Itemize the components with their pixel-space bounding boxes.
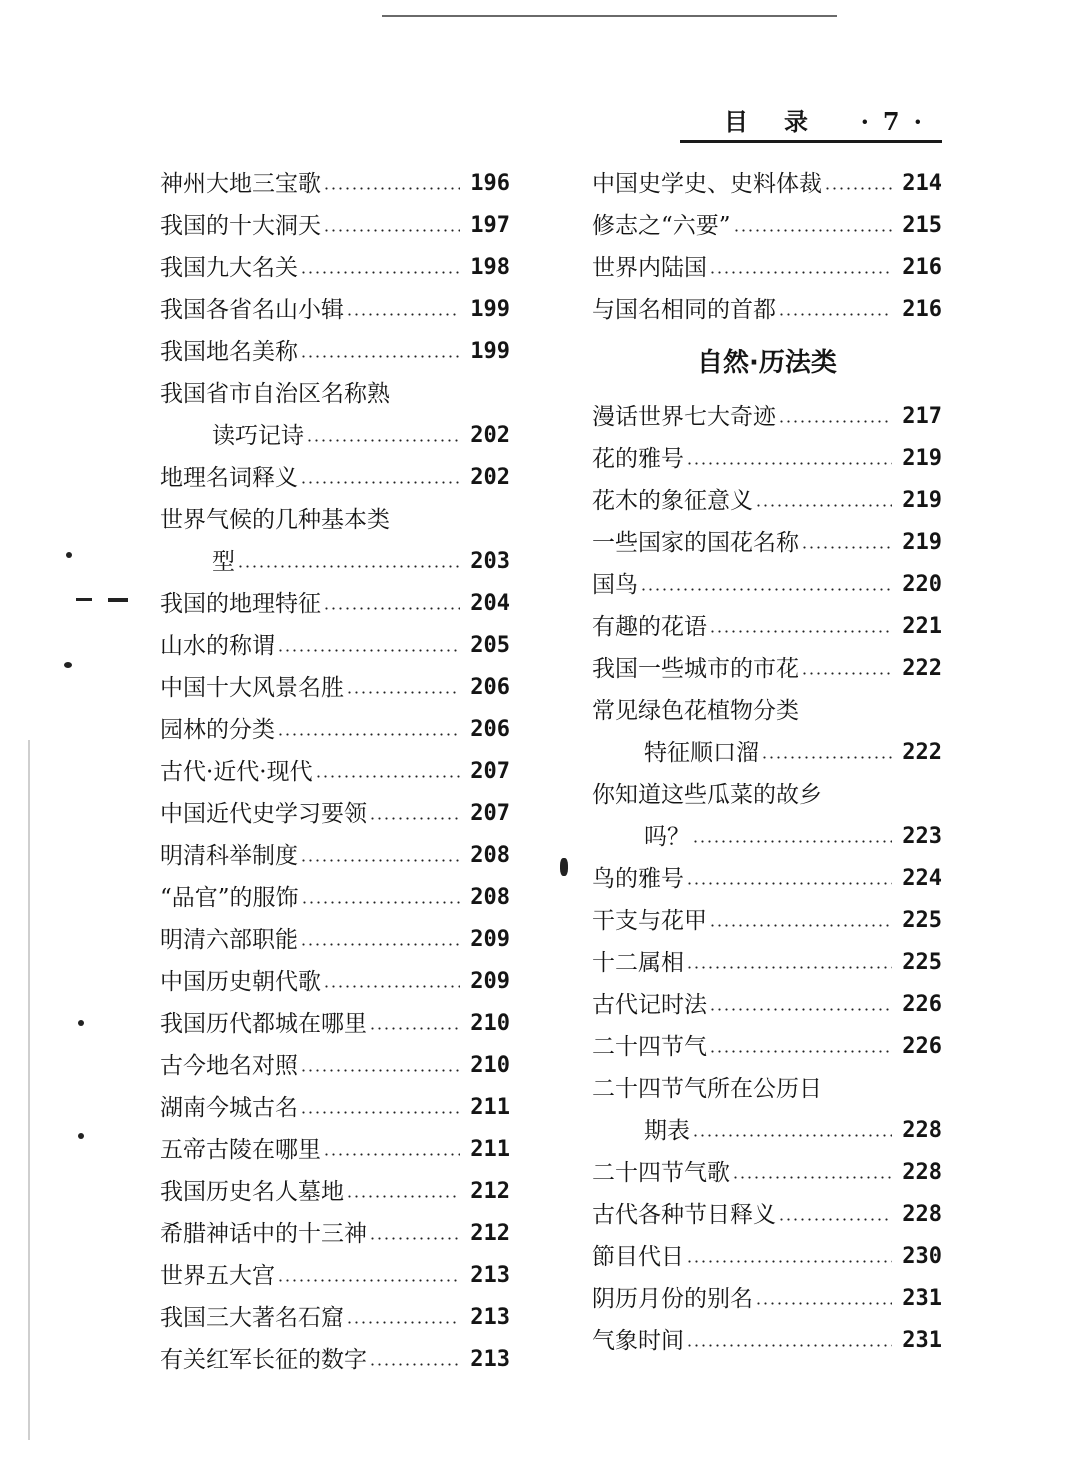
toc-entry-title: 一些国家的国花名称 xyxy=(592,530,799,556)
toc-entry-page-number: 225 xyxy=(902,950,942,975)
toc-entry-title: 神州大地三宝歌 xyxy=(160,171,321,197)
toc-entry xyxy=(592,1278,942,1320)
toc-entry-title: 花木的象征意义 xyxy=(592,488,753,514)
section-heading: 自然·历法类 xyxy=(697,348,837,378)
toc-entry-page-number: 231 xyxy=(902,1328,942,1353)
toc-entry xyxy=(160,751,510,793)
toc-dot-leader xyxy=(369,1237,460,1240)
toc-entry-title: 阴历月份的别名 xyxy=(592,1286,753,1312)
toc-dot-leader xyxy=(709,1050,892,1053)
toc-entry xyxy=(160,1339,510,1381)
toc-entry-title: 读巧记诗 xyxy=(212,423,304,449)
toc-entry-title: 古代记时法 xyxy=(592,992,707,1018)
toc-entry-title: 二十四节气 xyxy=(592,1034,707,1060)
toc-entry xyxy=(592,564,942,606)
toc-entry-title: 明清科举制度 xyxy=(160,843,298,869)
toc-entry-title: 园林的分类 xyxy=(160,717,275,743)
toc-entry xyxy=(592,438,942,480)
toc-entry-title: 与国名相同的首都 xyxy=(592,297,776,323)
toc-dot-leader xyxy=(277,649,460,652)
toc-entry-title: 我国的地理特征 xyxy=(160,591,321,617)
toc-entry-page-number: 199 xyxy=(470,297,510,322)
toc-entry xyxy=(592,732,942,774)
toc-entry-title: 漫话世界七大奇迹 xyxy=(592,404,776,430)
toc-entry xyxy=(592,816,942,858)
toc-entry-title: 我国省市自治区名称熟 xyxy=(160,381,390,407)
toc-entry-title: 世界五大宫 xyxy=(160,1263,275,1289)
toc-entry-title: 十二属相 xyxy=(592,950,684,976)
toc-dot-leader xyxy=(801,672,892,675)
toc-entry-page-number: 216 xyxy=(902,255,942,280)
toc-entry-page-number: 230 xyxy=(902,1244,942,1269)
toc-dot-leader xyxy=(237,565,460,568)
toc-entry-title: 我国历史名人墓地 xyxy=(160,1179,344,1205)
toc-dot-leader xyxy=(300,1069,460,1072)
toc-entry-page-number: 207 xyxy=(470,759,510,784)
toc-entry-title: 中国近代史学习要领 xyxy=(160,801,367,827)
toc-entry-page-number: 216 xyxy=(902,297,942,322)
toc-entry-page-number: 203 xyxy=(470,549,510,574)
toc-entry-page-number: 220 xyxy=(902,572,942,597)
toc-entry xyxy=(592,774,942,816)
running-head-page-number: ·7· xyxy=(860,107,936,136)
toc-entry-page-number: 208 xyxy=(470,843,510,868)
toc-dot-leader xyxy=(369,1027,460,1030)
toc-entry xyxy=(592,1236,942,1278)
toc-entry-page-number: 205 xyxy=(470,633,510,658)
toc-entry-title: 我国三大著名石窟 xyxy=(160,1305,344,1331)
toc-dot-leader xyxy=(778,1218,892,1221)
scan-speck xyxy=(78,1133,84,1139)
toc-dot-leader xyxy=(709,1008,892,1011)
toc-entry xyxy=(160,625,510,667)
toc-entry-title: 世界气候的几种基本类 xyxy=(160,507,390,533)
toc-entry-page-number: 226 xyxy=(902,992,942,1017)
toc-entry-title: 鸟的雅号 xyxy=(592,866,684,892)
toc-entry-page-number: 213 xyxy=(470,1347,510,1372)
toc-entry-title: 古代·近代·现代 xyxy=(160,759,313,785)
toc-entry-title: 湖南今城古名 xyxy=(160,1095,298,1121)
toc-dot-leader xyxy=(300,355,460,358)
toc-entry xyxy=(160,1297,510,1339)
toc-entry xyxy=(592,606,942,648)
toc-entry-title: 我国各省名山小辑 xyxy=(160,297,344,323)
toc-entry-title: 有关红军长征的数字 xyxy=(160,1347,367,1373)
toc-dot-leader xyxy=(761,756,892,759)
toc-entry-page-number: 226 xyxy=(902,1034,942,1059)
toc-entry-page-number: 198 xyxy=(470,255,510,280)
toc-entry-page-number: 204 xyxy=(470,591,510,616)
toc-entry-title: 二十四节气歌 xyxy=(592,1160,730,1186)
toc-entry xyxy=(160,457,510,499)
toc-entry-title: 你知道这些瓜菜的故乡 xyxy=(592,782,822,808)
toc-dot-leader xyxy=(369,1363,460,1366)
toc-entry xyxy=(160,583,510,625)
toc-entry-page-number: 221 xyxy=(902,614,942,639)
toc-entry-page-number: 224 xyxy=(902,866,942,891)
toc-entry xyxy=(160,793,510,835)
scan-speck xyxy=(76,598,92,601)
toc-entry xyxy=(160,205,510,247)
toc-dot-leader xyxy=(640,588,892,591)
toc-entry-page-number: 211 xyxy=(470,1137,510,1162)
toc-entry-page-number: 199 xyxy=(470,339,510,364)
toc-dot-leader xyxy=(692,840,892,843)
toc-entry xyxy=(592,1194,942,1236)
toc-entry xyxy=(160,1213,510,1255)
toc-dot-leader xyxy=(755,504,892,507)
toc-entry xyxy=(592,289,942,331)
toc-dot-leader xyxy=(300,859,460,862)
toc-entry xyxy=(592,163,942,205)
toc-entry xyxy=(160,961,510,1003)
toc-right-top-list xyxy=(592,163,942,331)
toc-entry-page-number: 202 xyxy=(470,465,510,490)
toc-entry-page-number: 210 xyxy=(470,1053,510,1078)
toc-right-column xyxy=(592,163,942,1362)
toc-dot-leader xyxy=(346,1195,460,1198)
toc-dot-leader xyxy=(369,817,460,820)
running-head xyxy=(680,104,942,143)
toc-entry xyxy=(160,1129,510,1171)
toc-entry-page-number: 231 xyxy=(902,1286,942,1311)
toc-entry xyxy=(592,690,942,732)
toc-entry-page-number: 211 xyxy=(470,1095,510,1120)
toc-entry-page-number: 212 xyxy=(470,1179,510,1204)
toc-entry-page-number: 197 xyxy=(470,213,510,238)
scan-speck xyxy=(64,662,72,668)
toc-entry xyxy=(160,541,510,583)
toc-entry-page-number: 217 xyxy=(902,404,942,429)
toc-entry-page-number: 213 xyxy=(470,1263,510,1288)
toc-entry xyxy=(160,835,510,877)
toc-entry-page-number: 213 xyxy=(470,1305,510,1330)
toc-entry xyxy=(592,1026,942,1068)
toc-entry xyxy=(592,942,942,984)
toc-dot-leader xyxy=(709,271,892,274)
toc-dot-leader xyxy=(755,1302,892,1305)
toc-entry xyxy=(592,984,942,1026)
toc-entry xyxy=(160,667,510,709)
toc-entry-page-number: 222 xyxy=(902,656,942,681)
toc-entry xyxy=(160,877,510,919)
toc-entry-title: 古今地名对照 xyxy=(160,1053,298,1079)
toc-entry-page-number: 228 xyxy=(902,1160,942,1185)
toc-entry-title: 明清六部职能 xyxy=(160,927,298,953)
toc-dot-leader xyxy=(323,607,460,610)
toc-entry-title: 山水的称谓 xyxy=(160,633,275,659)
toc-entry-title: 世界内陆国 xyxy=(592,255,707,281)
toc-left-column xyxy=(160,163,510,1381)
toc-dot-leader xyxy=(300,1111,460,1114)
toc-dot-leader xyxy=(709,924,892,927)
toc-entry xyxy=(592,1110,942,1152)
toc-dot-leader xyxy=(277,733,460,736)
toc-entry xyxy=(160,163,510,205)
toc-entry xyxy=(160,709,510,751)
toc-entry-title: 干支与花甲 xyxy=(592,908,707,934)
toc-dot-leader xyxy=(709,630,892,633)
toc-dot-leader xyxy=(686,966,892,969)
running-head-label: 目录 xyxy=(724,107,844,136)
toc-entry-title: 中国十大风景名胜 xyxy=(160,675,344,701)
scan-speck xyxy=(66,552,72,558)
toc-entry-title: “品官”的服饰 xyxy=(160,885,299,911)
toc-entry-title: 節目代日 xyxy=(592,1244,684,1270)
toc-entry-page-number: 209 xyxy=(470,927,510,952)
toc-entry-page-number: 228 xyxy=(902,1118,942,1143)
scan-edge-line xyxy=(28,740,30,1440)
toc-entry xyxy=(160,331,510,373)
toc-entry xyxy=(592,247,942,289)
toc-entry xyxy=(592,205,942,247)
toc-dot-leader xyxy=(315,775,461,778)
toc-entry xyxy=(592,1068,942,1110)
toc-entry-title: 国鸟 xyxy=(592,572,638,598)
toc-entry xyxy=(592,858,942,900)
toc-dot-leader xyxy=(686,462,892,465)
toc-entry-title: 我国一些城市的市花 xyxy=(592,656,799,682)
toc-entry-page-number: 219 xyxy=(902,488,942,513)
toc-dot-leader xyxy=(346,1321,460,1324)
toc-dot-leader xyxy=(686,1344,892,1347)
toc-dot-leader xyxy=(323,229,460,232)
toc-entry xyxy=(592,900,942,942)
toc-entry-page-number: 209 xyxy=(470,969,510,994)
toc-entry-title: 中国史学史、史料体裁 xyxy=(592,171,822,197)
toc-entry-title: 中国历史朝代歌 xyxy=(160,969,321,995)
toc-entry-title: 修志之“六要” xyxy=(592,213,731,239)
toc-dot-leader xyxy=(277,1279,460,1282)
toc-entry-title: 期表 xyxy=(644,1118,690,1144)
toc-dot-leader xyxy=(801,546,892,549)
toc-dot-leader xyxy=(323,187,460,190)
toc-dot-leader xyxy=(733,229,893,232)
toc-dot-leader xyxy=(300,481,460,484)
toc-entry-page-number: 208 xyxy=(470,885,510,910)
toc-entry xyxy=(160,1255,510,1297)
toc-entry-title: 花的雅号 xyxy=(592,446,684,472)
scan-speck xyxy=(108,598,128,602)
toc-dot-leader xyxy=(323,985,460,988)
toc-dot-leader xyxy=(346,691,460,694)
toc-entry-page-number: 228 xyxy=(902,1202,942,1227)
toc-entry xyxy=(160,1171,510,1213)
toc-entry-page-number: 206 xyxy=(470,717,510,742)
toc-entry-title: 特征顺口溜 xyxy=(644,740,759,766)
toc-entry-title: 有趣的花语 xyxy=(592,614,707,640)
toc-entry-title: 型 xyxy=(212,549,235,575)
toc-entry-page-number: 222 xyxy=(902,740,942,765)
toc-entry xyxy=(160,415,510,457)
toc-entry-title: 古代各种节日释义 xyxy=(592,1202,776,1228)
toc-entry-title: 我国九大名关 xyxy=(160,255,298,281)
toc-dot-leader xyxy=(300,271,460,274)
toc-entry-page-number: 207 xyxy=(470,801,510,826)
top-scan-rule xyxy=(382,15,837,17)
toc-entry-title: 我国历代都城在哪里 xyxy=(160,1011,367,1037)
toc-dot-leader xyxy=(323,1153,460,1156)
toc-entry-title: 我国地名美称 xyxy=(160,339,298,365)
toc-dot-leader xyxy=(346,313,460,316)
toc-entry xyxy=(160,499,510,541)
toc-entry-page-number: 214 xyxy=(902,171,942,196)
toc-entry xyxy=(592,396,942,438)
toc-entry-title: 二十四节气所在公历日 xyxy=(592,1076,822,1102)
toc-entry-title: 希腊神话中的十三神 xyxy=(160,1221,367,1247)
toc-dot-leader xyxy=(778,313,892,316)
toc-dot-leader xyxy=(300,943,460,946)
toc-entry xyxy=(160,1045,510,1087)
toc-entry xyxy=(160,289,510,331)
toc-entry xyxy=(160,1087,510,1129)
toc-dot-leader xyxy=(301,901,461,904)
toc-entry xyxy=(160,247,510,289)
toc-entry-page-number: 210 xyxy=(470,1011,510,1036)
toc-entry xyxy=(160,1003,510,1045)
toc-entry-page-number: 196 xyxy=(470,171,510,196)
toc-entry xyxy=(592,1152,942,1194)
toc-entry-page-number: 223 xyxy=(902,824,942,849)
toc-entry xyxy=(592,1320,942,1362)
toc-entry-page-number: 219 xyxy=(902,530,942,555)
toc-dot-leader xyxy=(732,1176,892,1179)
toc-entry xyxy=(592,648,942,690)
toc-entry-page-number: 212 xyxy=(470,1221,510,1246)
toc-dot-leader xyxy=(824,187,892,190)
toc-entry xyxy=(160,373,510,415)
toc-entry-page-number: 225 xyxy=(902,908,942,933)
toc-entry-title: 吗？ xyxy=(644,824,690,850)
toc-dot-leader xyxy=(686,1260,892,1263)
toc-entry xyxy=(592,480,942,522)
toc-entry-title: 气象时间 xyxy=(592,1328,684,1354)
toc-dot-leader xyxy=(778,420,892,423)
toc-entry-page-number: 215 xyxy=(902,213,942,238)
toc-right-bottom-list xyxy=(592,396,942,1362)
toc-entry xyxy=(592,522,942,564)
toc-dot-leader xyxy=(692,1134,892,1137)
scan-speck xyxy=(560,858,568,876)
toc-entry xyxy=(160,919,510,961)
toc-dot-leader xyxy=(686,882,892,885)
toc-entry-title: 地理名词释义 xyxy=(160,465,298,491)
toc-entry-title: 我国的十大洞天 xyxy=(160,213,321,239)
toc-entry-page-number: 219 xyxy=(902,446,942,471)
toc-dot-leader xyxy=(306,439,460,442)
toc-entry-page-number: 206 xyxy=(470,675,510,700)
toc-entry-page-number: 202 xyxy=(470,423,510,448)
toc-entry-title: 五帝古陵在哪里 xyxy=(160,1137,321,1163)
scan-speck xyxy=(78,1020,84,1026)
toc-entry-title: 常见绿色花植物分类 xyxy=(592,698,799,724)
